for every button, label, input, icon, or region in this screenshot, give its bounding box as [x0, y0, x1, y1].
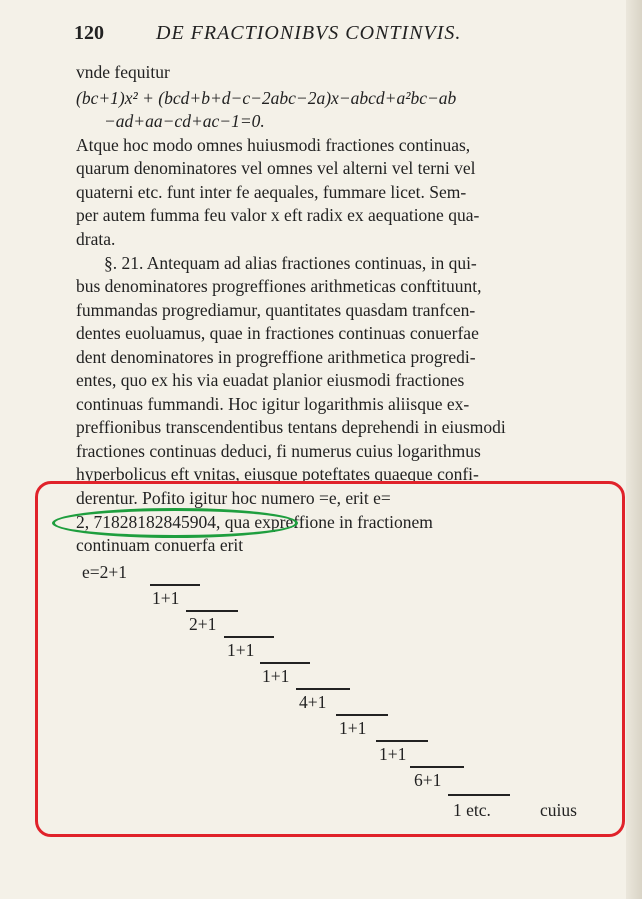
text-line: continuas fummandi. Hoc igitur logarithmis aliisque ex- — [76, 394, 470, 414]
cf-denominator: 1+1 — [379, 744, 407, 764]
page-number: 120 — [74, 22, 104, 44]
running-title: DE FRACTIONIBVS CONTINVIS. — [156, 22, 462, 44]
cf-lead: e=2+1 — [82, 562, 128, 582]
cf-denominator: 1+1 — [339, 718, 367, 738]
page-header — [74, 22, 514, 50]
text-line: preffionibus transcendentibus tentans deprehendi in eiusmodi — [76, 417, 506, 437]
cf-denominator: 4+1 — [299, 692, 327, 712]
text-line: fractiones continuas deduci, fi numerus cuius logarithmus — [76, 441, 481, 461]
text-line: quaterni etc. funt inter fe aequales, fummare licet. Sem- — [76, 182, 467, 202]
cf-denominator: 1+1 — [152, 588, 180, 608]
text-line: bus denominatores progreffiones arithmeticas conftituunt, — [76, 276, 482, 296]
text-line: dentes euoluamus, quae in fractiones continuas conuerfae — [76, 323, 479, 343]
equation-line: −ad+aa−cd+ac−1=0. — [104, 111, 265, 131]
text-line: per autem fumma feu valor x eft radix ex aequatione qua- — [76, 205, 480, 225]
cf-denominator: 1 etc. — [453, 800, 491, 820]
page-edge — [626, 0, 642, 899]
cf-denominator: 1+1 — [227, 640, 255, 660]
text-line: dent denominatores in progreffione arithmetica progredi- — [76, 347, 476, 367]
text-line: drata. — [76, 229, 116, 249]
text-line: fummandas progrediamur, quantitates quasdam tranfcen- — [76, 300, 476, 320]
equation-line: (bc+1)x² + (bcd+b+d−c−2abc−2a)x−abcd+a²bc−ab — [76, 88, 457, 108]
cf-denominator: 6+1 — [414, 770, 442, 790]
text-line: vnde fequitur — [76, 62, 170, 82]
green-highlight-oval — [52, 508, 298, 538]
text-line: §. 21. Antequam ad alias fractiones continuas, in qui- — [104, 253, 477, 273]
text-line: quarum denominatores vel omnes vel alterni vel terni vel — [76, 158, 476, 178]
trailing-word: cuius — [540, 800, 577, 820]
cf-denominator: 2+1 — [189, 614, 217, 634]
text-line: Atque hoc modo omnes huiusmodi fractiones continuas, — [76, 135, 471, 155]
text-line: hyperbolicus eft vnitas, eiusque poteftates quaeque confi- — [76, 464, 479, 484]
text-line: continuam conuerfa erit — [76, 535, 244, 555]
text-line: derentur. Pofito igitur hoc numero =e, erit e= — [76, 488, 391, 508]
text-line: entes, quo ex his via euadat planior eiusmodi fractiones — [76, 370, 465, 390]
e-value-line: 2, 71828182845904, qua expreffione in fractionem — [76, 512, 433, 532]
cf-denominator: 1+1 — [262, 666, 290, 686]
